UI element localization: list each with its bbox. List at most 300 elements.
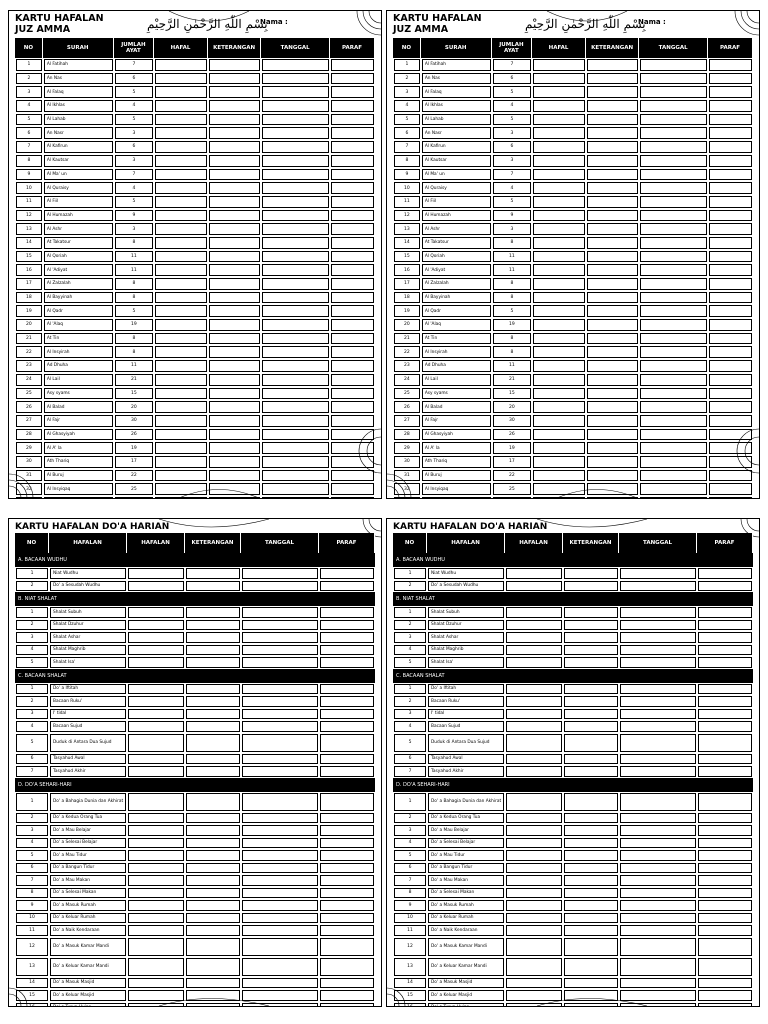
tanggal-cell[interactable] (620, 709, 696, 720)
keterangan-cell[interactable] (209, 388, 261, 400)
tanggal-cell[interactable] (640, 264, 707, 276)
hafalan-cell[interactable] (128, 1003, 184, 1008)
paraf-cell[interactable] (698, 888, 752, 899)
paraf-cell[interactable] (709, 155, 752, 167)
hafal-cell[interactable] (155, 223, 207, 235)
hafal-cell[interactable] (533, 264, 585, 276)
keterangan-cell[interactable] (587, 483, 639, 495)
hafalan-cell[interactable] (506, 684, 562, 695)
hafalan-cell[interactable] (128, 632, 184, 643)
tanggal-cell[interactable] (262, 333, 329, 345)
hafalan-cell[interactable] (128, 888, 184, 899)
paraf-cell[interactable] (709, 346, 752, 358)
keterangan-cell[interactable] (186, 734, 240, 752)
paraf-cell[interactable] (698, 900, 752, 911)
hafalan-cell[interactable] (128, 838, 184, 849)
tanggal-cell[interactable] (242, 684, 318, 695)
tanggal-cell[interactable] (262, 237, 329, 249)
hafal-cell[interactable] (533, 223, 585, 235)
paraf-cell[interactable] (331, 278, 374, 290)
hafal-cell[interactable] (155, 456, 207, 468)
tanggal-cell[interactable] (640, 196, 707, 208)
paraf-cell[interactable] (709, 442, 752, 454)
paraf-cell[interactable] (331, 73, 374, 85)
keterangan-cell[interactable] (186, 632, 240, 643)
keterangan-cell[interactable] (209, 141, 261, 153)
keterangan-cell[interactable] (186, 925, 240, 936)
paraf-cell[interactable] (331, 86, 374, 98)
paraf-cell[interactable] (320, 990, 374, 1001)
keterangan-cell[interactable] (564, 645, 618, 656)
keterangan-cell[interactable] (587, 251, 639, 263)
paraf-cell[interactable] (320, 913, 374, 924)
paraf-cell[interactable] (709, 360, 752, 372)
keterangan-cell[interactable] (186, 938, 240, 956)
tanggal-cell[interactable] (640, 114, 707, 126)
keterangan-cell[interactable] (209, 429, 261, 441)
keterangan-cell[interactable] (186, 645, 240, 656)
hafalan-cell[interactable] (506, 813, 562, 824)
paraf-cell[interactable] (698, 766, 752, 777)
paraf-cell[interactable] (320, 645, 374, 656)
keterangan-cell[interactable] (186, 721, 240, 732)
paraf-cell[interactable] (709, 196, 752, 208)
keterangan-cell[interactable] (587, 278, 639, 290)
tanggal-cell[interactable] (242, 607, 318, 618)
keterangan-cell[interactable] (186, 754, 240, 765)
keterangan-cell[interactable] (564, 607, 618, 618)
paraf-cell[interactable] (698, 938, 752, 956)
paraf-cell[interactable] (320, 581, 374, 592)
tanggal-cell[interactable] (640, 127, 707, 139)
keterangan-cell[interactable] (209, 182, 261, 194)
tanggal-cell[interactable] (242, 721, 318, 732)
keterangan-cell[interactable] (587, 127, 639, 139)
paraf-cell[interactable] (320, 825, 374, 836)
hafal-cell[interactable] (533, 470, 585, 482)
tanggal-cell[interactable] (640, 155, 707, 167)
tanggal-cell[interactable] (640, 237, 707, 249)
hafalan-cell[interactable] (128, 766, 184, 777)
tanggal-cell[interactable] (620, 825, 696, 836)
tanggal-cell[interactable] (262, 442, 329, 454)
keterangan-cell[interactable] (209, 360, 261, 372)
paraf-cell[interactable] (320, 978, 374, 989)
hafal-cell[interactable] (533, 442, 585, 454)
paraf-cell[interactable] (320, 607, 374, 618)
hafalan-cell[interactable] (506, 766, 562, 777)
paraf-cell[interactable] (331, 237, 374, 249)
paraf-cell[interactable] (709, 415, 752, 427)
keterangan-cell[interactable] (209, 319, 261, 331)
hafalan-cell[interactable] (128, 620, 184, 631)
paraf-cell[interactable] (320, 925, 374, 936)
paraf-cell[interactable] (698, 825, 752, 836)
keterangan-cell[interactable] (587, 292, 639, 304)
hafal-cell[interactable] (533, 86, 585, 98)
keterangan-cell[interactable] (564, 709, 618, 720)
hafalan-cell[interactable] (128, 978, 184, 989)
hafalan-cell[interactable] (506, 632, 562, 643)
keterangan-cell[interactable] (186, 825, 240, 836)
tanggal-cell[interactable] (262, 210, 329, 222)
hafal-cell[interactable] (533, 456, 585, 468)
tanggal-cell[interactable] (262, 292, 329, 304)
paraf-cell[interactable] (320, 766, 374, 777)
hafalan-cell[interactable] (506, 734, 562, 752)
paraf-cell[interactable] (331, 169, 374, 181)
paraf-cell[interactable] (709, 100, 752, 112)
tanggal-cell[interactable] (640, 59, 707, 71)
hafalan-cell[interactable] (128, 734, 184, 752)
paraf-cell[interactable] (331, 264, 374, 276)
keterangan-cell[interactable] (209, 305, 261, 317)
tanggal-cell[interactable] (242, 793, 318, 811)
hafal-cell[interactable] (533, 374, 585, 386)
paraf-cell[interactable] (331, 251, 374, 263)
tanggal-cell[interactable] (262, 429, 329, 441)
tanggal-cell[interactable] (262, 114, 329, 126)
keterangan-cell[interactable] (186, 581, 240, 592)
keterangan-cell[interactable] (186, 990, 240, 1001)
paraf-cell[interactable] (331, 429, 374, 441)
hafalan-cell[interactable] (128, 568, 184, 579)
hafal-cell[interactable] (155, 182, 207, 194)
paraf-cell[interactable] (698, 813, 752, 824)
keterangan-cell[interactable] (186, 709, 240, 720)
tanggal-cell[interactable] (640, 292, 707, 304)
keterangan-cell[interactable] (587, 470, 639, 482)
keterangan-cell[interactable] (587, 456, 639, 468)
paraf-cell[interactable] (698, 581, 752, 592)
hafal-cell[interactable] (155, 497, 207, 499)
keterangan-cell[interactable] (564, 850, 618, 861)
hafal-cell[interactable] (533, 100, 585, 112)
paraf-cell[interactable] (709, 497, 752, 499)
paraf-cell[interactable] (331, 470, 374, 482)
keterangan-cell[interactable] (587, 182, 639, 194)
paraf-cell[interactable] (331, 319, 374, 331)
hafalan-cell[interactable] (128, 645, 184, 656)
paraf-cell[interactable] (698, 657, 752, 668)
hafal-cell[interactable] (533, 415, 585, 427)
paraf-cell[interactable] (709, 141, 752, 153)
hafalan-cell[interactable] (506, 990, 562, 1001)
tanggal-cell[interactable] (640, 415, 707, 427)
keterangan-cell[interactable] (587, 141, 639, 153)
hafal-cell[interactable] (155, 305, 207, 317)
hafalan-cell[interactable] (506, 793, 562, 811)
tanggal-cell[interactable] (262, 127, 329, 139)
tanggal-cell[interactable] (640, 346, 707, 358)
hafal-cell[interactable] (155, 59, 207, 71)
keterangan-cell[interactable] (186, 607, 240, 618)
paraf-cell[interactable] (709, 223, 752, 235)
tanggal-cell[interactable] (620, 721, 696, 732)
tanggal-cell[interactable] (620, 838, 696, 849)
paraf-cell[interactable] (698, 875, 752, 886)
tanggal-cell[interactable] (640, 141, 707, 153)
hafal-cell[interactable] (155, 155, 207, 167)
tanggal-cell[interactable] (640, 210, 707, 222)
tanggal-cell[interactable] (242, 709, 318, 720)
hafalan-cell[interactable] (128, 863, 184, 874)
keterangan-cell[interactable] (186, 850, 240, 861)
keterangan-cell[interactable] (564, 900, 618, 911)
paraf-cell[interactable] (331, 442, 374, 454)
keterangan-cell[interactable] (186, 568, 240, 579)
tanggal-cell[interactable] (640, 442, 707, 454)
hafalan-cell[interactable] (128, 850, 184, 861)
paraf-cell[interactable] (331, 374, 374, 386)
hafalan-cell[interactable] (128, 709, 184, 720)
paraf-cell[interactable] (320, 568, 374, 579)
keterangan-cell[interactable] (564, 888, 618, 899)
keterangan-cell[interactable] (587, 237, 639, 249)
tanggal-cell[interactable] (242, 657, 318, 668)
hafalan-cell[interactable] (506, 850, 562, 861)
paraf-cell[interactable] (320, 657, 374, 668)
paraf-cell[interactable] (320, 709, 374, 720)
paraf-cell[interactable] (331, 141, 374, 153)
keterangan-cell[interactable] (186, 875, 240, 886)
paraf-cell[interactable] (320, 813, 374, 824)
paraf-cell[interactable] (709, 374, 752, 386)
tanggal-cell[interactable] (640, 223, 707, 235)
hafalan-cell[interactable] (128, 958, 184, 976)
keterangan-cell[interactable] (186, 657, 240, 668)
paraf-cell[interactable] (698, 925, 752, 936)
hafal-cell[interactable] (155, 415, 207, 427)
hafal-cell[interactable] (533, 401, 585, 413)
tanggal-cell[interactable] (242, 863, 318, 874)
keterangan-cell[interactable] (587, 333, 639, 345)
tanggal-cell[interactable] (262, 319, 329, 331)
paraf-cell[interactable] (320, 754, 374, 765)
paraf-cell[interactable] (698, 913, 752, 924)
keterangan-cell[interactable] (209, 223, 261, 235)
paraf-cell[interactable] (698, 734, 752, 752)
paraf-cell[interactable] (698, 850, 752, 861)
hafalan-cell[interactable] (506, 913, 562, 924)
paraf-cell[interactable] (709, 278, 752, 290)
paraf-cell[interactable] (331, 456, 374, 468)
tanggal-cell[interactable] (262, 251, 329, 263)
keterangan-cell[interactable] (186, 793, 240, 811)
paraf-cell[interactable] (709, 251, 752, 263)
keterangan-cell[interactable] (564, 568, 618, 579)
tanggal-cell[interactable] (620, 938, 696, 956)
tanggal-cell[interactable] (620, 684, 696, 695)
keterangan-cell[interactable] (564, 958, 618, 976)
paraf-cell[interactable] (331, 483, 374, 495)
keterangan-cell[interactable] (587, 114, 639, 126)
hafal-cell[interactable] (533, 237, 585, 249)
keterangan-cell[interactable] (209, 442, 261, 454)
tanggal-cell[interactable] (620, 766, 696, 777)
paraf-cell[interactable] (331, 223, 374, 235)
paraf-cell[interactable] (709, 305, 752, 317)
tanggal-cell[interactable] (242, 645, 318, 656)
paraf-cell[interactable] (709, 483, 752, 495)
keterangan-cell[interactable] (587, 169, 639, 181)
hafal-cell[interactable] (155, 141, 207, 153)
hafal-cell[interactable] (533, 305, 585, 317)
tanggal-cell[interactable] (620, 696, 696, 707)
keterangan-cell[interactable] (587, 497, 639, 499)
hafal-cell[interactable] (155, 401, 207, 413)
tanggal-cell[interactable] (640, 483, 707, 495)
keterangan-cell[interactable] (587, 100, 639, 112)
keterangan-cell[interactable] (587, 59, 639, 71)
hafal-cell[interactable] (155, 470, 207, 482)
keterangan-cell[interactable] (587, 388, 639, 400)
hafalan-cell[interactable] (506, 900, 562, 911)
paraf-cell[interactable] (709, 210, 752, 222)
paraf-cell[interactable] (320, 620, 374, 631)
keterangan-cell[interactable] (209, 264, 261, 276)
hafal-cell[interactable] (533, 497, 585, 499)
hafalan-cell[interactable] (128, 925, 184, 936)
paraf-cell[interactable] (698, 709, 752, 720)
keterangan-cell[interactable] (186, 696, 240, 707)
keterangan-cell[interactable] (209, 169, 261, 181)
paraf-cell[interactable] (698, 632, 752, 643)
paraf-cell[interactable] (709, 264, 752, 276)
paraf-cell[interactable] (709, 388, 752, 400)
hafal-cell[interactable] (155, 292, 207, 304)
keterangan-cell[interactable] (209, 86, 261, 98)
tanggal-cell[interactable] (620, 734, 696, 752)
hafal-cell[interactable] (155, 442, 207, 454)
tanggal-cell[interactable] (242, 696, 318, 707)
tanggal-cell[interactable] (620, 990, 696, 1001)
keterangan-cell[interactable] (209, 155, 261, 167)
tanggal-cell[interactable] (620, 793, 696, 811)
hafal-cell[interactable] (533, 483, 585, 495)
tanggal-cell[interactable] (262, 470, 329, 482)
tanggal-cell[interactable] (640, 360, 707, 372)
paraf-cell[interactable] (698, 645, 752, 656)
keterangan-cell[interactable] (564, 978, 618, 989)
hafal-cell[interactable] (155, 360, 207, 372)
keterangan-cell[interactable] (209, 114, 261, 126)
tanggal-cell[interactable] (262, 86, 329, 98)
paraf-cell[interactable] (331, 346, 374, 358)
paraf-cell[interactable] (331, 210, 374, 222)
paraf-cell[interactable] (698, 696, 752, 707)
hafalan-cell[interactable] (506, 888, 562, 899)
hafal-cell[interactable] (155, 196, 207, 208)
keterangan-cell[interactable] (209, 237, 261, 249)
hafalan-cell[interactable] (128, 607, 184, 618)
paraf-cell[interactable] (320, 734, 374, 752)
hafal-cell[interactable] (155, 346, 207, 358)
keterangan-cell[interactable] (209, 292, 261, 304)
tanggal-cell[interactable] (262, 456, 329, 468)
paraf-cell[interactable] (709, 319, 752, 331)
hafal-cell[interactable] (533, 59, 585, 71)
paraf-cell[interactable] (320, 938, 374, 956)
paraf-cell[interactable] (709, 429, 752, 441)
paraf-cell[interactable] (331, 388, 374, 400)
tanggal-cell[interactable] (262, 415, 329, 427)
keterangan-cell[interactable] (209, 73, 261, 85)
paraf-cell[interactable] (331, 100, 374, 112)
hafal-cell[interactable] (155, 319, 207, 331)
tanggal-cell[interactable] (262, 483, 329, 495)
keterangan-cell[interactable] (186, 958, 240, 976)
tanggal-cell[interactable] (620, 581, 696, 592)
hafalan-cell[interactable] (506, 875, 562, 886)
keterangan-cell[interactable] (564, 875, 618, 886)
keterangan-cell[interactable] (564, 657, 618, 668)
hafalan-cell[interactable] (506, 825, 562, 836)
hafal-cell[interactable] (533, 169, 585, 181)
tanggal-cell[interactable] (640, 73, 707, 85)
tanggal-cell[interactable] (620, 978, 696, 989)
paraf-cell[interactable] (698, 1003, 752, 1008)
keterangan-cell[interactable] (186, 978, 240, 989)
keterangan-cell[interactable] (564, 793, 618, 811)
keterangan-cell[interactable] (564, 734, 618, 752)
tanggal-cell[interactable] (242, 875, 318, 886)
tanggal-cell[interactable] (242, 1003, 318, 1008)
keterangan-cell[interactable] (186, 838, 240, 849)
hafalan-cell[interactable] (128, 938, 184, 956)
keterangan-cell[interactable] (209, 483, 261, 495)
paraf-cell[interactable] (331, 401, 374, 413)
keterangan-cell[interactable] (186, 913, 240, 924)
keterangan-cell[interactable] (209, 401, 261, 413)
hafal-cell[interactable] (155, 483, 207, 495)
paraf-cell[interactable] (320, 850, 374, 861)
keterangan-cell[interactable] (564, 632, 618, 643)
tanggal-cell[interactable] (620, 568, 696, 579)
tanggal-cell[interactable] (640, 470, 707, 482)
keterangan-cell[interactable] (587, 319, 639, 331)
hafal-cell[interactable] (533, 73, 585, 85)
tanggal-cell[interactable] (640, 333, 707, 345)
hafalan-cell[interactable] (506, 645, 562, 656)
paraf-cell[interactable] (320, 632, 374, 643)
keterangan-cell[interactable] (564, 825, 618, 836)
tanggal-cell[interactable] (262, 59, 329, 71)
hafal-cell[interactable] (155, 169, 207, 181)
keterangan-cell[interactable] (587, 442, 639, 454)
tanggal-cell[interactable] (242, 850, 318, 861)
tanggal-cell[interactable] (242, 978, 318, 989)
keterangan-cell[interactable] (564, 581, 618, 592)
paraf-cell[interactable] (331, 497, 374, 499)
keterangan-cell[interactable] (587, 374, 639, 386)
tanggal-cell[interactable] (620, 754, 696, 765)
hafalan-cell[interactable] (506, 938, 562, 956)
keterangan-cell[interactable] (209, 100, 261, 112)
hafal-cell[interactable] (533, 346, 585, 358)
paraf-cell[interactable] (698, 620, 752, 631)
paraf-cell[interactable] (698, 754, 752, 765)
keterangan-cell[interactable] (587, 360, 639, 372)
tanggal-cell[interactable] (640, 305, 707, 317)
paraf-cell[interactable] (709, 333, 752, 345)
keterangan-cell[interactable] (186, 766, 240, 777)
keterangan-cell[interactable] (564, 1003, 618, 1008)
tanggal-cell[interactable] (242, 925, 318, 936)
tanggal-cell[interactable] (242, 938, 318, 956)
hafalan-cell[interactable] (506, 657, 562, 668)
paraf-cell[interactable] (698, 793, 752, 811)
